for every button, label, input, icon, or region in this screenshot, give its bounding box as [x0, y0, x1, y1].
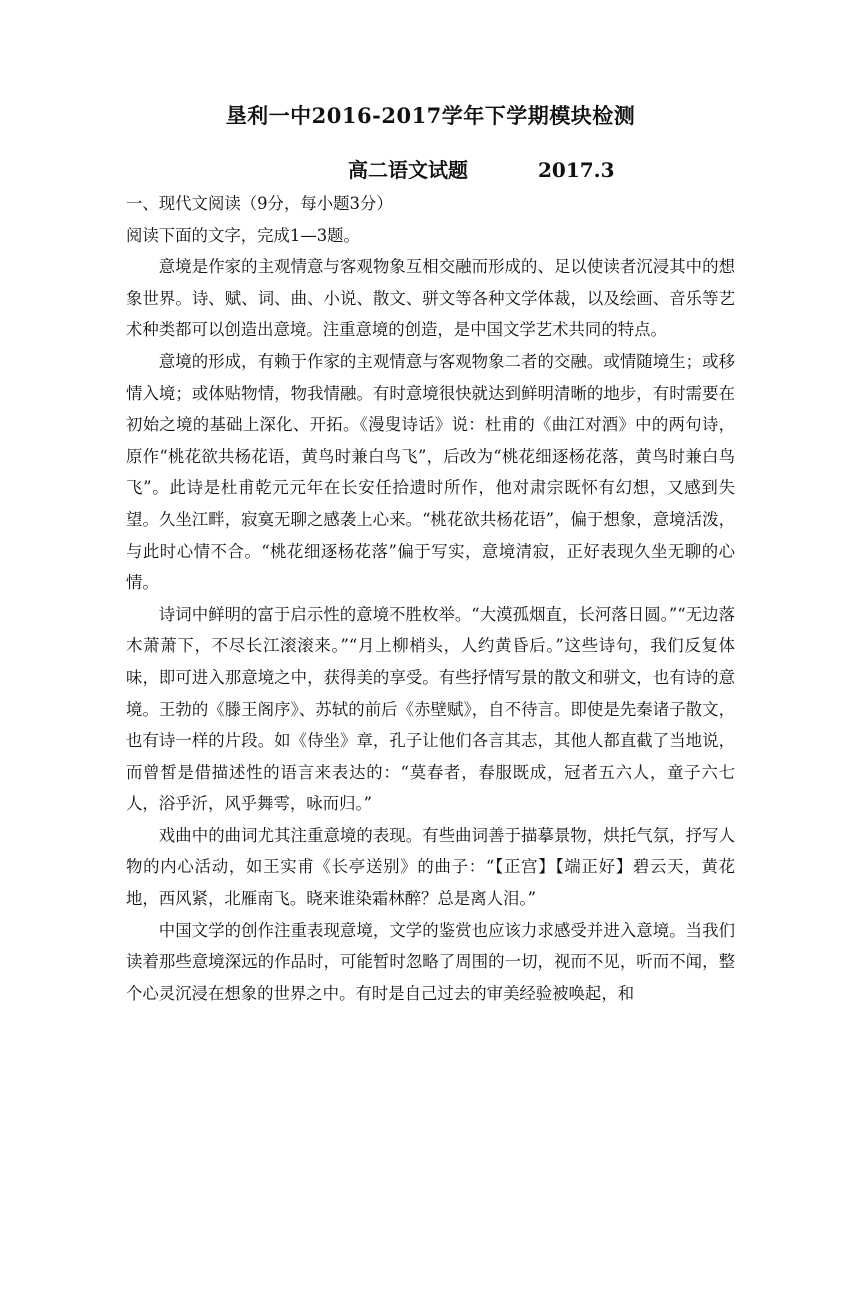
reading-paragraph-1: 意境是作家的主观情意与客观物象互相交融而形成的、足以使读者沉浸其中的想象世界。诗、赋、词、曲、小说、散文、骈文等各种文学体裁，以及绘画、音乐等艺术种类都可以创造出意境。注重意境的创造，是中国文学艺术共同的特点。	[126, 257, 735, 340]
reading-paragraph-4: 戏曲中的曲词尤其注重意境的表现。有些曲词善于描摹景物，烘托气氛，抒写人物的内心活动，如王实甫《长亭送别》的曲子：“【正宫】【端正好】碧云天，黄花地，西风紧，北雁南飞。晓来谁染霜林醉？总是离人泪。”	[126, 825, 735, 909]
exam-subject: 高二语文试题	[348, 158, 468, 182]
section-heading: 一、现代文阅读（9分，每小题3分）	[126, 194, 393, 213]
exam-title: 垦利一中2016-2017学年下学期模块检测	[225, 103, 636, 128]
reading-paragraph-2: 意境的形成，有赖于作家的主观情意与客观物象二者的交融。或情随境生；或移情入境；或体贴物情，物我情融。有时意境很快就达到鲜明清晰的地步，有时需要在初始之境的基础上深化、开拓。《漫叟诗话》说：杜甫的《曲江对酒》中的两句诗，原作“桃花欲共杨花语，黄鸟时兼白鸟飞”，后改为“桃花细逐杨花落，黄鸟时兼白鸟飞”。此诗是杜甫乾元元年在长安任拾遗时所作，他对肃宗既怀有幻想，又感到失望。久坐江畔，寂寞无聊之感袭上心来。“桃花欲共杨花语”，偏于想象，意境活泼，与此时心情不合。“桃花细逐杨花落”偏于写实，意境清寂，正好表现久坐无聊的心情。	[126, 351, 735, 593]
reading-instruction: 阅读下面的文字，完成1—3题。	[126, 225, 360, 245]
reading-paragraph-5: 中国文学的创作注重表现意境，文学的鉴赏也应该力求感受并进入意境。当我们读着那些意境深远的作品时，可能暂时忽略了周围的一切，视而不见，听而不闻，整个心灵沉浸在想象的世界之中。有时是自己过去的审美经验被唤起，和	[126, 920, 735, 1003]
exam-page	[0, 98, 860, 1314]
reading-paragraph-3: 诗词中鲜明的富于启示性的意境不胜枚举。“大漠孤烟直，长河落日圆。”“无边落木萧萧下，不尽长江滚滚来。”“月上柳梢头，人约黄昏后。”这些诗句，我们反复体味，即可进入那意境之中，获得美的享受。有些抒情写景的散文和骈文，也有诗的意境。王勃的《滕王阁序》、苏轼的前后《赤壁赋》，自不待言。即使是先秦诸子散文，也有诗一样的片段。如《侍坐》章，孔子让他们各言其志，其他人都直截了当地说，而曾皙是借描述性的语言来表达的：“莫春者，春服既成，冠者五六人，童子六七人，浴乎沂，风乎舞雩，咏而归。”	[126, 604, 735, 814]
exam-subtitle-line	[126, 152, 735, 188]
exam-date: 2017.3	[538, 158, 615, 182]
